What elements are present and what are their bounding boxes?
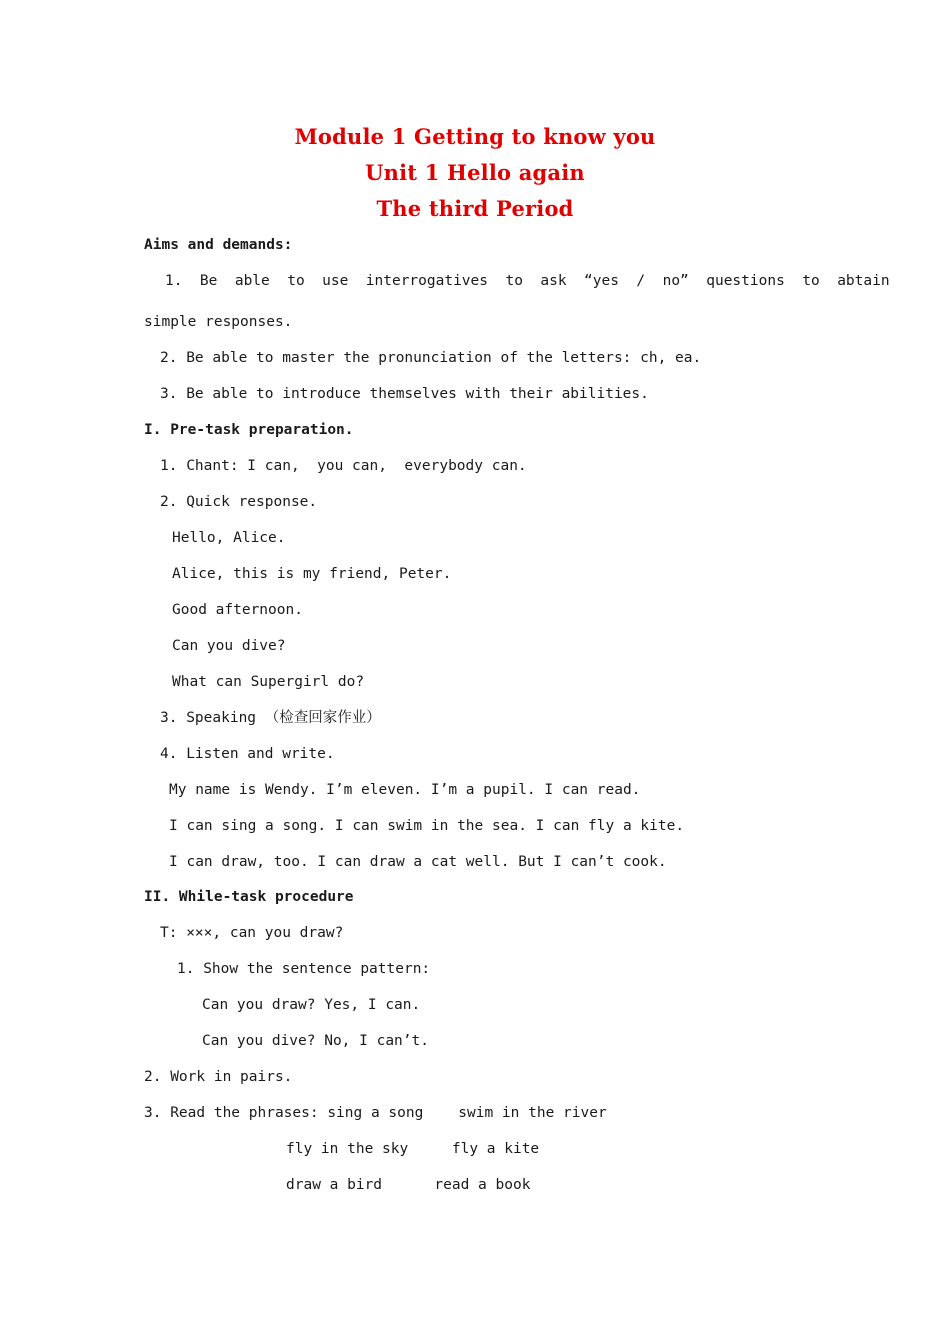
pre-task-item-2: 2. Quick response. xyxy=(160,494,318,510)
aims-item-1-line-1: 1. Be able to use interrogatives to ask “yes / no” questions to abtain xyxy=(165,273,890,289)
response-line: Hello, Alice. xyxy=(172,530,286,546)
pattern-line: Can you draw? Yes, I can. xyxy=(202,997,421,1013)
response-line: What can Supergirl do? xyxy=(172,674,365,690)
while-task-heading: II. While-task procedure xyxy=(144,889,354,905)
response-line: Can you dive? xyxy=(172,638,286,654)
aims-item-3: 3. Be able to introduce themselves with their abilities. xyxy=(160,386,649,402)
aims-heading: Aims and demands: xyxy=(144,237,293,253)
passage-line: I can draw, too. I can draw a cat well. But I can’t cook. xyxy=(169,854,667,870)
aims-item-1-line-2: simple responses. xyxy=(144,314,293,330)
phrases-row-3: draw a bird read a book xyxy=(286,1177,531,1193)
speaking-note: （检查回家作业） xyxy=(264,710,381,726)
teacher-line: T: ×××, can you draw? xyxy=(160,925,344,941)
passage-line: My name is Wendy. I’m eleven. I’m a pupil. I can read. xyxy=(169,782,641,798)
pattern-line: Can you dive? No, I can’t. xyxy=(202,1033,429,1049)
module-title: Module 1 Getting to know you xyxy=(294,124,656,149)
pre-task-heading: I. Pre-task preparation. xyxy=(144,422,354,438)
pre-task-item-3 xyxy=(160,708,381,728)
passage-line: I can sing a song. I can swim in the sea. I can fly a kite. xyxy=(169,818,685,834)
response-line: Good afternoon. xyxy=(172,602,303,618)
while-task-item-1: 1. Show the sentence pattern: xyxy=(177,961,431,977)
phrases-row-2: fly in the sky fly a kite xyxy=(286,1141,540,1157)
period-title: The third Period xyxy=(376,196,574,221)
aims-item-2: 2. Be able to master the pronunciation of the letters: ch, ea. xyxy=(160,350,702,366)
response-line: Alice, this is my friend, Peter. xyxy=(172,566,452,582)
pre-task-item-1: 1. Chant: I can, you can, everybody can. xyxy=(160,458,527,474)
while-task-item-3: 3. Read the phrases: sing a song swim in the river xyxy=(144,1105,607,1121)
while-task-item-2: 2. Work in pairs. xyxy=(144,1069,293,1085)
speaking-label: 3. Speaking xyxy=(160,710,265,726)
unit-title: Unit 1 Hello again xyxy=(365,160,585,185)
pre-task-item-4: 4. Listen and write. xyxy=(160,746,335,762)
